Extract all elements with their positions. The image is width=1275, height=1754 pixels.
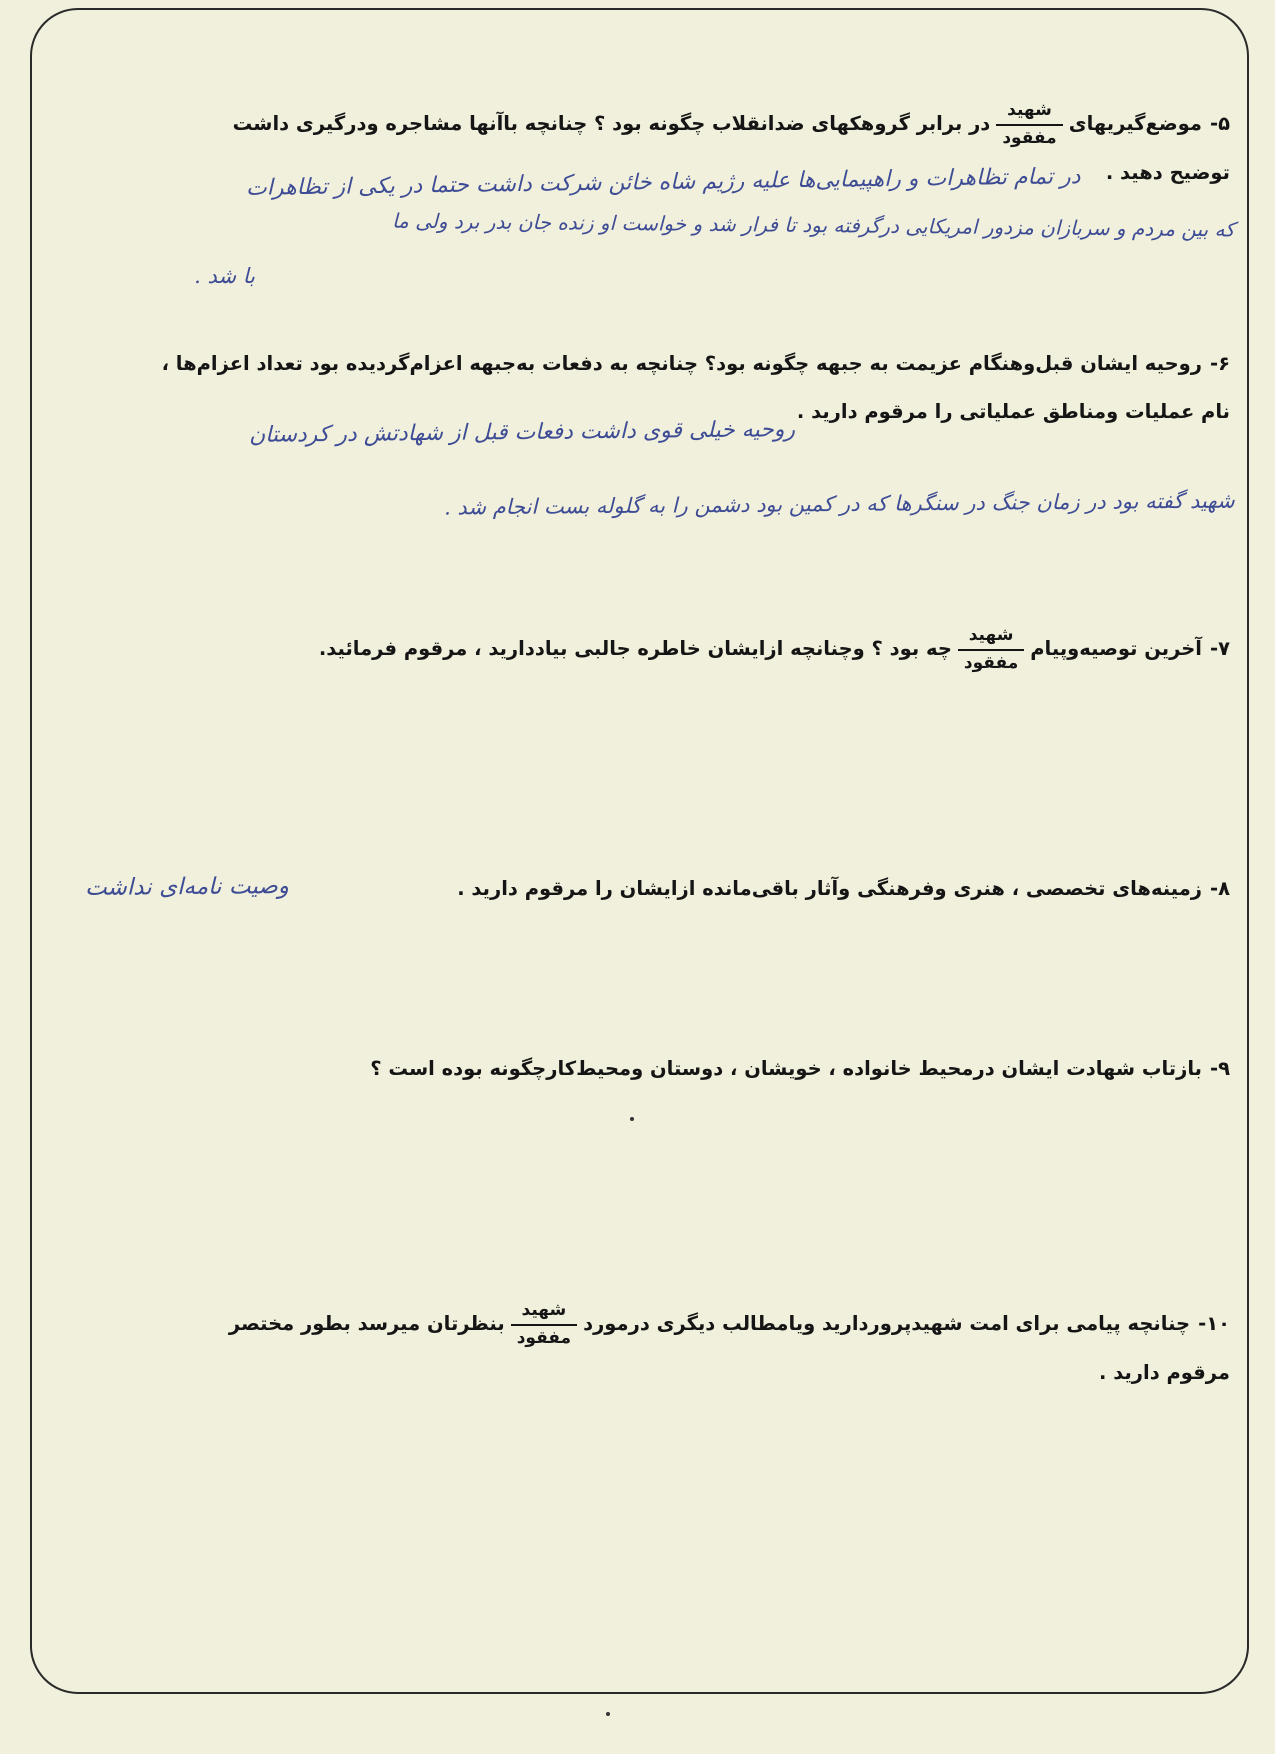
handwritten-answer-6-line-1: روحیه خیلی قوی داشت دفعات قبل از شهادتش در کردستان <box>248 417 796 448</box>
handwritten-answer-5-line-3: با شد . <box>194 264 255 288</box>
question-8 <box>457 865 1230 913</box>
question-5-line-1 <box>233 100 1230 149</box>
fraction-bottom: مفقود <box>963 652 1019 673</box>
question-10-line-1 <box>229 1300 1230 1349</box>
fraction-top: شهید <box>511 1300 577 1325</box>
fraction-bottom: مفقود <box>516 1327 572 1348</box>
fraction-top: شهید <box>996 100 1062 125</box>
fraction-top: شهید <box>958 625 1024 650</box>
question-text: زمینه‌های تخصصی ، هنری وفرهنگی وآثار باقی‌مانده ازایشان را مرقوم دارید . <box>457 877 1202 900</box>
question-10 <box>229 1300 1230 1397</box>
handwritten-answer-8: وصیت نامه‌ای نداشت <box>84 873 290 901</box>
question-number: ۸- <box>1210 877 1230 900</box>
question-7 <box>319 625 1230 674</box>
page-border <box>30 8 1249 1694</box>
question-9 <box>370 1045 1230 1093</box>
handwritten-answer-6-line-2: شهید گفته بود در زمان جنگ در سنگرها که در کمین بود دشمن را به گلوله بست انجام شد . <box>444 488 1236 520</box>
question-text: آخرین توصیه‌وپیام <box>1030 637 1202 660</box>
question-7-line-1 <box>319 625 1230 674</box>
ink-speck <box>630 1117 634 1121</box>
question-9-line-1 <box>370 1045 1230 1093</box>
question-text: چه بود ؟ وچنانچه ازایشان خاطره جالبی بیاددارید ، مرقوم فرمائید. <box>318 637 952 660</box>
ink-speck <box>606 1712 610 1716</box>
question-number: ۵- <box>1210 112 1230 135</box>
question-text: چنانچه پیامی برای امت شهیدپروردارید ویامطالب دیگری درمورد <box>583 1312 1191 1335</box>
fraction-bottom: مفقود <box>1002 127 1057 148</box>
question-8-line-1 <box>457 865 1230 913</box>
question-number: ۱۰- <box>1198 1312 1230 1335</box>
question-text: بازتاب شهادت ایشان درمحیط خانواده ، خویشان ، دوستان ومحیط‌کارچگونه بوده است ؟ <box>370 1057 1202 1080</box>
handwritten-answer-5-line-1: در تمام تظاهرات و راهپیمایی‌ها علیه رژیم شاه خائن شرکت داشت حتما در یکی از تظاهرات <box>245 164 1081 201</box>
question-number: ۶- <box>1210 352 1230 375</box>
question-10-line-2: مرقوم دارید . <box>1099 1360 1230 1384</box>
question-number: ۹- <box>1210 1057 1230 1080</box>
question-text: بنظرتان میرسد بطور مختصر <box>228 1312 505 1335</box>
question-6-line-2: نام عملیات ومناطق عملیاتی را مرقوم دارید . <box>796 400 1230 423</box>
handwritten-answer-5-line-2: که بین مردم و سربازان مزدور امریکایی درگرفته بود تا فرار شد و خواست او زنده جان بدر برد ولی ما <box>392 208 1236 242</box>
question-6-line-1 <box>162 340 1230 388</box>
question-text: موضع‌گیریهای <box>1068 112 1202 135</box>
martyr-missing-fraction <box>511 1300 577 1349</box>
martyr-missing-fraction <box>958 625 1024 674</box>
question-text: روحیه ایشان قبل‌وهنگام عزیمت به جبهه چگونه بود؟ چنانچه به دفعات به‌جبهه اعزام‌گردیده بود تعداد اعزام‌ها ، <box>161 352 1202 375</box>
question-5-line-2: توضیح دهید . <box>1105 160 1230 184</box>
question-number: ۷- <box>1210 637 1230 660</box>
question-text: در برابر گروهکهای ضدانقلاب چگونه بود ؟ چنانچه باآنها مشاجره ودرگیری داشت <box>232 112 991 135</box>
martyr-missing-fraction <box>996 100 1062 149</box>
